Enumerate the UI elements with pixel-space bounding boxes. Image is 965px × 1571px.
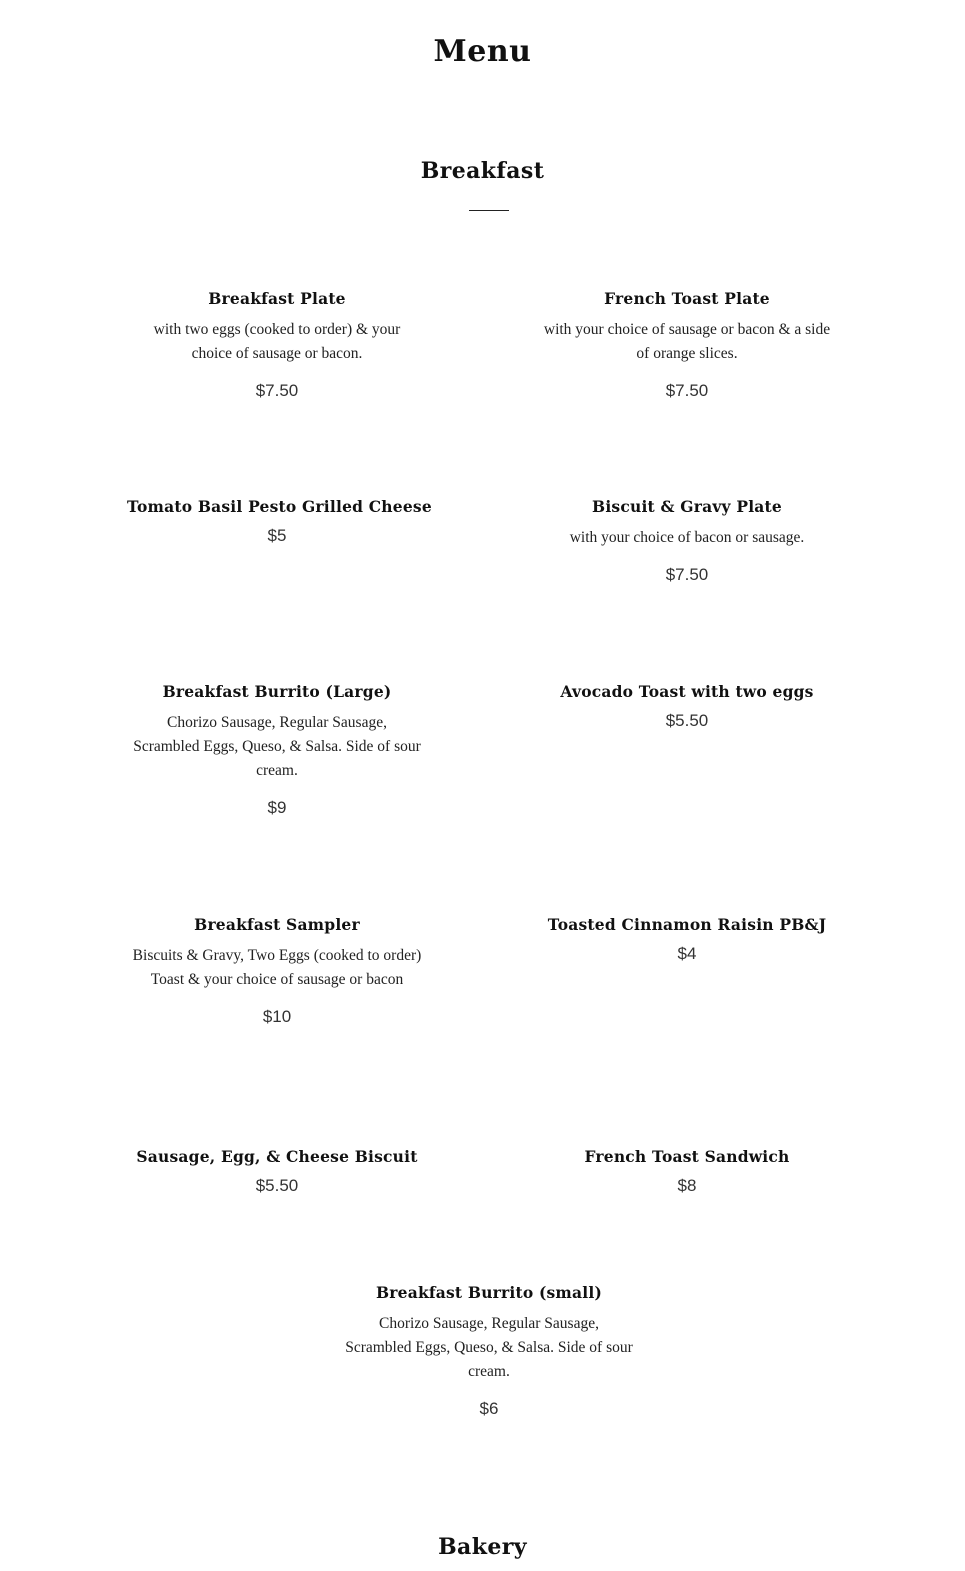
menu-item-price: $6 <box>479 1399 499 1418</box>
menu-item <box>542 915 832 964</box>
menu-item-name: French Toast Sandwich <box>584 1147 790 1166</box>
menu-item <box>132 1147 422 1196</box>
menu-item-name: Tomato Basil Pesto Grilled Cheese <box>127 497 432 516</box>
menu-item-price: $7.50 <box>665 381 709 400</box>
menu-item <box>127 497 432 546</box>
menu-item-price: $7.50 <box>255 381 299 400</box>
menu-item-price: $7.50 <box>665 565 709 584</box>
menu-item <box>542 497 832 585</box>
menu-item <box>542 289 832 401</box>
menu-item-price: $5.50 <box>665 711 709 730</box>
menu-item-description: Chorizo Sausage, Regular Sausage, Scrambled Eggs, Queso, & Salsa. Side of sour cream. <box>133 714 421 779</box>
section-divider <box>469 210 509 211</box>
menu-item <box>132 682 422 818</box>
menu-item-price: $8 <box>677 1176 697 1195</box>
menu-item-price: $10 <box>262 1007 292 1026</box>
menu-item-name: Sausage, Egg, & Cheese Biscuit <box>136 1147 418 1166</box>
menu-item-name: French Toast Plate <box>604 289 770 308</box>
menu-item <box>542 682 832 731</box>
menu-item-name: Breakfast Burrito (Large) <box>162 682 392 701</box>
menu-item-price: $4 <box>677 944 697 963</box>
menu-item-name: Breakfast Plate <box>208 289 346 308</box>
menu-item-description: with your choice of sausage or bacon & a side of orange slices. <box>543 321 831 362</box>
page-title: Menu <box>433 34 532 69</box>
menu-item-price: $5.50 <box>255 1176 299 1195</box>
menu-item-name: Toasted Cinnamon Raisin PB&J <box>547 915 827 934</box>
section-title-bakery: Bakery <box>438 1534 527 1560</box>
menu-item-description: with two eggs (cooked to order) & your choice of sausage or bacon. <box>153 321 401 362</box>
menu-item <box>132 289 422 401</box>
menu-item-description: Biscuits & Gravy, Two Eggs (cooked to order) Toast & your choice of sausage or bacon <box>132 947 422 988</box>
menu-item <box>344 1283 634 1419</box>
menu-item-description: Chorizo Sausage, Regular Sausage, Scrambled Eggs, Queso, & Salsa. Side of sour cream. <box>345 1315 633 1380</box>
menu-item-price: $5 <box>267 526 287 545</box>
menu-item-name: Breakfast Sampler <box>194 915 360 934</box>
menu-item-price: $9 <box>267 798 287 817</box>
menu-item-description: with your choice of bacon or sausage. <box>569 529 805 546</box>
menu-item <box>132 915 422 1027</box>
menu-item-name: Breakfast Burrito (small) <box>375 1283 602 1302</box>
menu-item-name: Avocado Toast with two eggs <box>560 682 814 701</box>
section-title-breakfast: Breakfast <box>420 158 545 184</box>
menu-item <box>542 1147 832 1196</box>
menu-item-name: Biscuit & Gravy Plate <box>592 497 782 516</box>
